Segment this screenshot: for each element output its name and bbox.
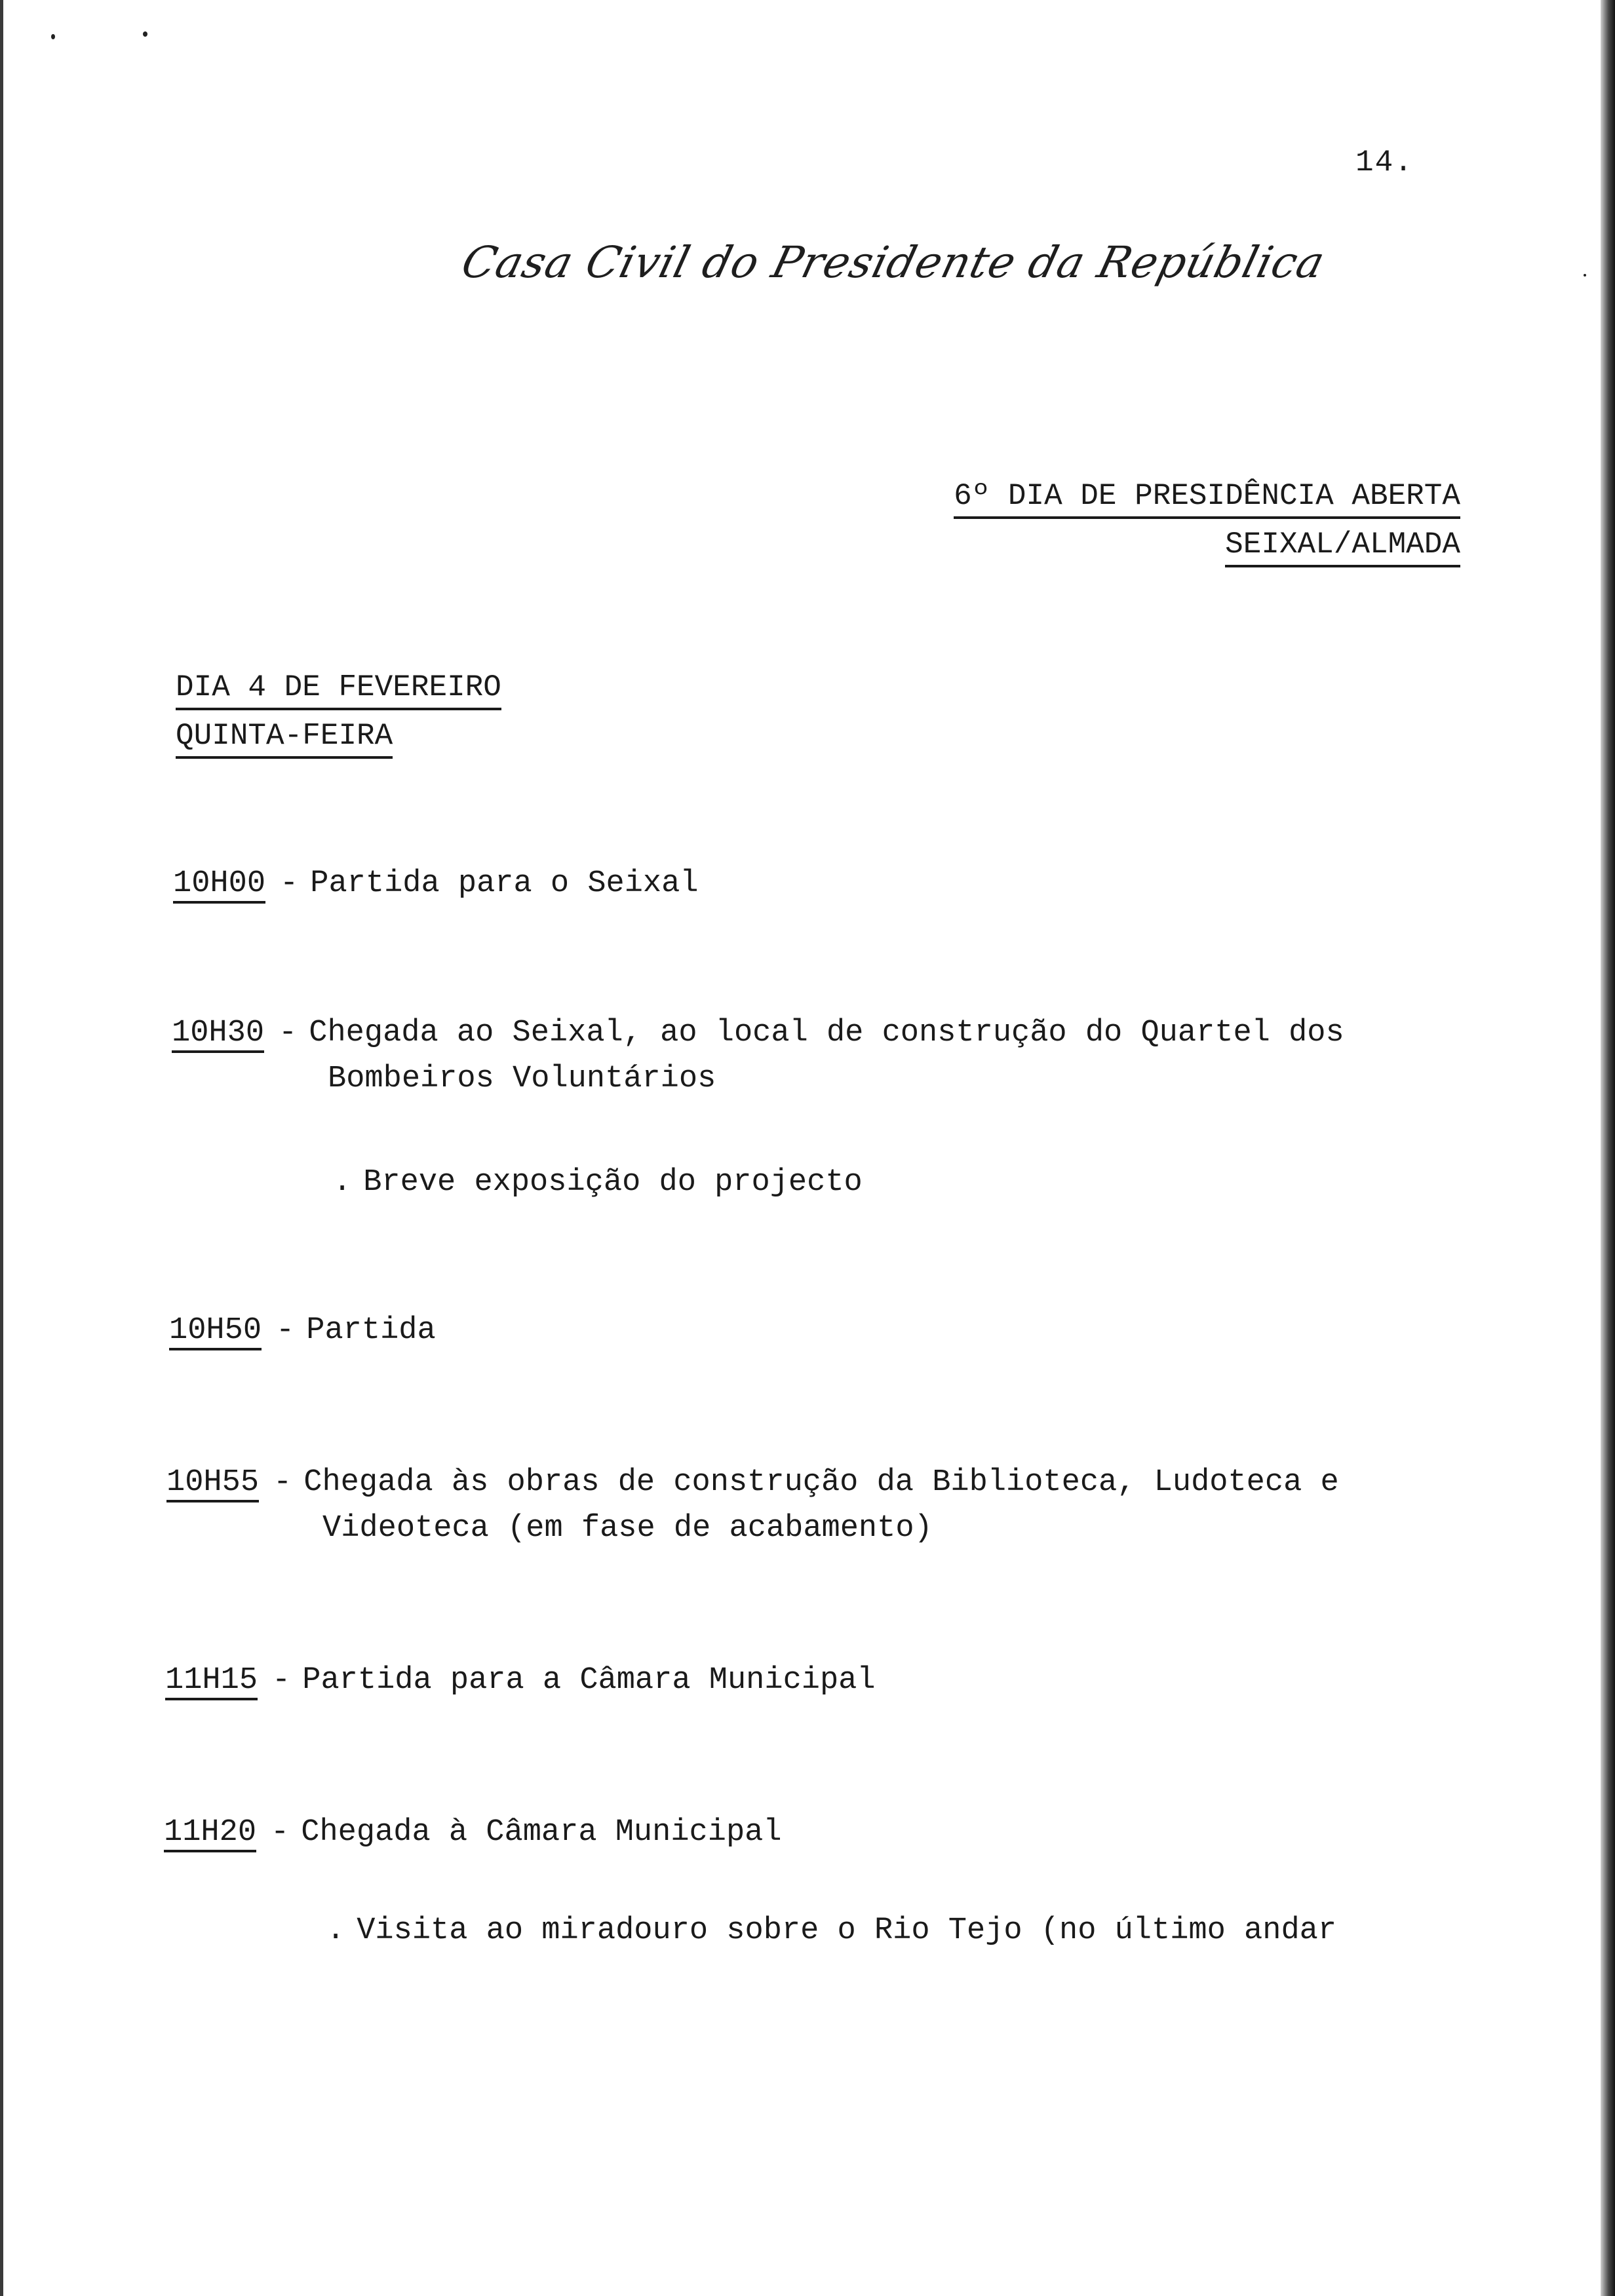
schedule-text-continued: Bombeiros Voluntários: [328, 1062, 716, 1096]
schedule-text: Partida para a Câmara Municipal: [302, 1663, 876, 1698]
bullet: .: [326, 1913, 345, 1948]
schedule-time: 11H20: [164, 1816, 256, 1852]
event-title-block: [954, 472, 1460, 569]
schedule-time: 11H15: [165, 1664, 258, 1700]
schedule-text: Chegada ao Seixal, ao local de construção do Quartel dos: [309, 1016, 1344, 1050]
event-title: 6º DIA DE PRESIDÊNCIA ABERTA: [954, 477, 1460, 519]
schedule-entry: [164, 1810, 782, 1856]
scan-speck: [1584, 274, 1586, 277]
schedule-time: 10H00: [173, 867, 265, 904]
page-number: 14.: [1355, 145, 1414, 180]
schedule-sub-text: Breve exposição do projecto: [363, 1165, 863, 1200]
event-date: DIA 4 DE FEVEREIRO: [176, 668, 501, 710]
schedule-dash: -: [273, 1465, 292, 1500]
date-block: [176, 663, 501, 760]
scan-speck: [143, 31, 147, 37]
event-location: SEIXAL/ALMADA: [1225, 526, 1460, 567]
scan-speck: [51, 34, 55, 39]
schedule-entry: [165, 1658, 876, 1704]
schedule-text: Partida: [306, 1313, 436, 1348]
schedule-dash: -: [271, 1815, 290, 1850]
schedule-dash: -: [280, 866, 299, 901]
letterhead-script: Casa Civil do Presidente da República: [456, 237, 1331, 288]
schedule-entry: [172, 1010, 1344, 1102]
scan-left-edge: [0, 0, 3, 2296]
schedule-text-continued: Videoteca (em fase de acabamento): [322, 1511, 933, 1546]
schedule-sub-item: [326, 1908, 1336, 1954]
schedule-sub-text: Visita ao miradouro sobre o Rio Tejo (no último andar: [357, 1913, 1337, 1948]
schedule-text: Partida para o Seixal: [310, 866, 699, 901]
schedule-dash: -: [272, 1663, 291, 1698]
schedule-dash: -: [279, 1016, 298, 1050]
schedule-sub-item: [333, 1160, 863, 1206]
schedule-text: Chegada às obras de construção da Biblioteca, Ludoteca e: [303, 1465, 1339, 1500]
bullet: .: [333, 1165, 352, 1200]
schedule-time: 10H50: [169, 1314, 262, 1350]
schedule-time: 10H30: [172, 1016, 264, 1053]
schedule-entry: [166, 1460, 1339, 1552]
schedule-entry: [169, 1308, 436, 1354]
schedule-text: Chegada à Câmara Municipal: [301, 1815, 782, 1850]
schedule-time: 10H55: [166, 1466, 259, 1502]
schedule-dash: -: [276, 1313, 295, 1348]
schedule-entry: [173, 861, 699, 907]
event-weekday: QUINTA-FEIRA: [176, 717, 393, 759]
scan-right-edge: [1601, 0, 1615, 2296]
